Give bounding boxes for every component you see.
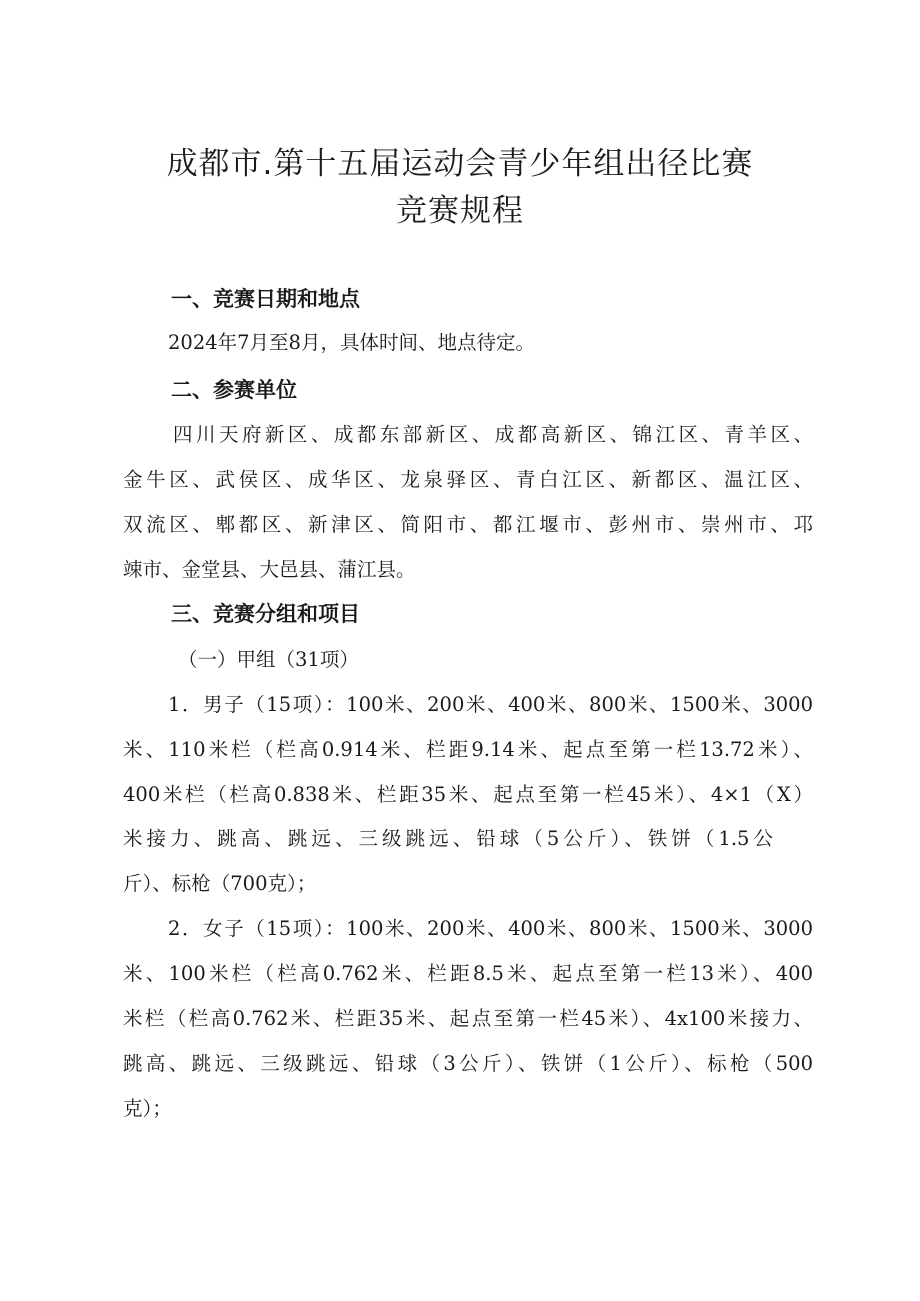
paragraph-line: 1．男子（15项）：100米、200米、400米、800米、1500米、3000: [168, 693, 813, 716]
paragraph-line: 双流区、郫都区、新津区、简阳市、都江堰市、彭州市、崇州市、邛: [123, 513, 813, 536]
document-title-line-1: 成都市.第十五届运动会青少年组出径比赛: [166, 146, 754, 182]
section-heading-date-venue: 一、竞赛日期和地点: [171, 287, 360, 311]
document-title-line-2: 竞赛规程: [396, 193, 524, 229]
paragraph-line: 米、100米栏（栏高0.762米、栏距8.5米、起点至第一栏13米）、400: [123, 962, 813, 985]
paragraph-line: 2024年7月至8月，具体时间、地点待定。: [168, 331, 535, 354]
paragraph-line: 跳高、跳远、三级跳远、铅球（3公斤）、铁饼（1公斤）、标枪（500: [123, 1052, 813, 1075]
paragraph-line: 2．女子（15项）：100米、200米、400米、800米、1500米、3000: [168, 917, 813, 940]
paragraph-line: 米、110米栏（栏高0.914米、栏距9.14米、起点至第一栏13.72米）、: [123, 738, 813, 761]
paragraph-line: 斤）、标枪（700克）；: [123, 872, 317, 895]
subsection-heading-group-a: （一）甲组（31项）: [178, 648, 359, 671]
paragraph-line: 金牛区、武侯区、成华区、龙泉驿区、青白江区、新都区、温江区、: [123, 468, 813, 491]
paragraph-line: 米栏（栏高0.762米、栏距35米、起点至第一栏45米）、4x100米接力、: [123, 1007, 813, 1030]
paragraph-line: 竦市、金堂县、大邑县、蒲江县。: [123, 558, 416, 581]
section-heading-participants: 二、参赛单位: [171, 378, 297, 402]
paragraph-line: 米接力、跳高、跳远、三级跳远、铅球（5公斤）、铁饼（1.5公: [123, 827, 773, 850]
paragraph-line: 400米栏（栏高0.838米、栏距35米、起点至第一栏45米）、4×1（X）: [123, 783, 813, 806]
paragraph-line: 克）；: [123, 1097, 172, 1120]
section-heading-groups-events: 三、竞赛分组和项目: [171, 602, 360, 626]
paragraph-line: 四川天府新区、成都东部新区、成都高新区、锦江区、青羊区、: [173, 423, 813, 446]
